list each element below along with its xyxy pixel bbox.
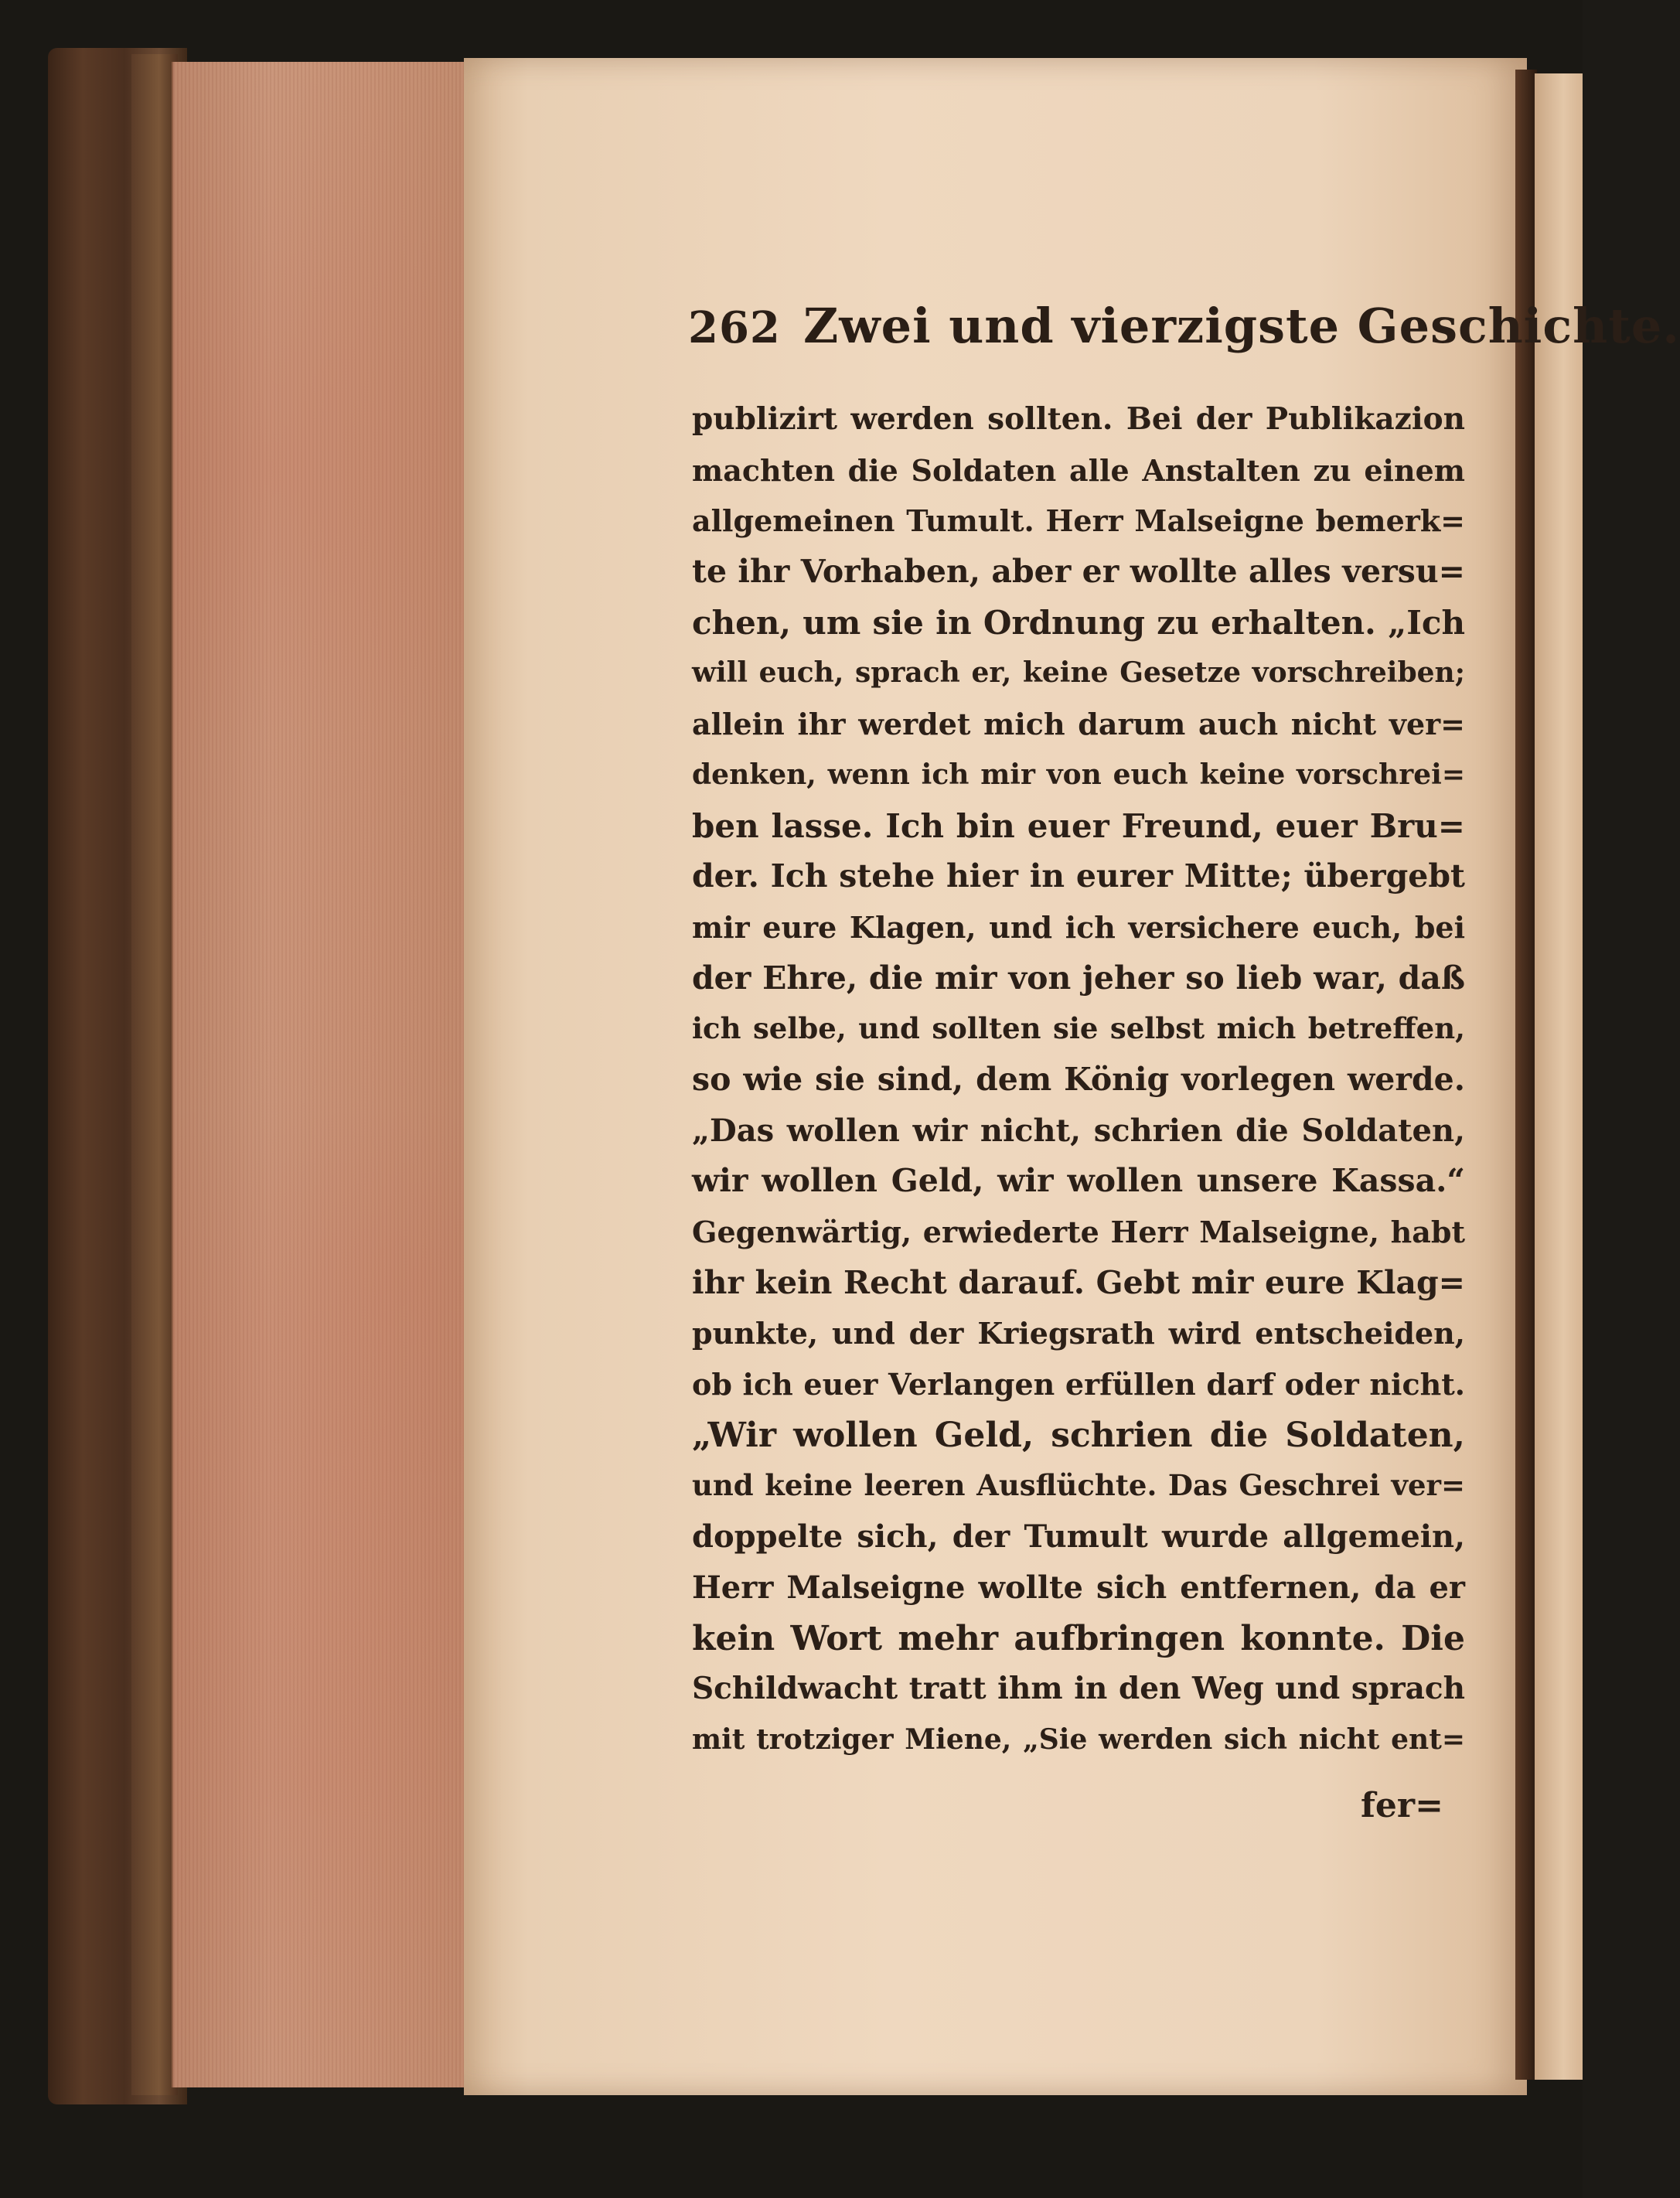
facing-page-edge: [1535, 73, 1583, 2080]
text-line: allgemeinen Tumult. Herr Malseigne bemerk=: [692, 503, 1465, 539]
text-line: kein Wort mehr aufbringen konnte. Die: [692, 1618, 1465, 1658]
text-line: te ihr Vorhaben, aber er wollte alles versu=: [692, 553, 1465, 591]
text-line: so wie sie sind, dem König vorlegen werde.: [692, 1060, 1465, 1098]
body-text: [692, 394, 1465, 1766]
text-line: Schildwacht tratt ihm in den Weg und sprach: [692, 1671, 1465, 1707]
page-header: [688, 298, 1680, 367]
text-line: der. Ich stehe hier in eurer Mitte; übergebt: [692, 857, 1465, 895]
text-line: ob ich euer Verlangen erfüllen darf oder nicht.: [692, 1367, 1465, 1402]
running-title: Zwei und vierzigste Geschichte.: [803, 298, 1680, 354]
text-line: ich selbe, und sollten sie selbst mich betreffen,: [692, 1011, 1465, 1046]
text-line: allein ihr werdet mich darum auch nicht ver=: [692, 707, 1465, 742]
text-line: chen, um sie in Ordnung zu erhalten. „Ich: [692, 603, 1465, 642]
page-number: 262: [688, 302, 781, 353]
text-line: der Ehre, die mir von jeher so lieb war, daß: [692, 959, 1465, 997]
text-line: machten die Soldaten alle Anstalten zu einem: [692, 452, 1465, 488]
text-line: punkte, und der Kriegsrath wird entscheiden,: [692, 1316, 1465, 1351]
text-line: wir wollen Geld, wir wollen unsere Kassa.“: [692, 1162, 1465, 1200]
text-line: ihr kein Recht darauf. Gebt mir eure Klag=: [692, 1263, 1465, 1301]
text-line: und keine leeren Ausflüchte. Das Geschrei ver=: [692, 1468, 1465, 1503]
text-line: „Das wollen wir nicht, schrien die Soldaten,: [692, 1112, 1465, 1149]
text-line: mir eure Klagen, und ich versichere euch, bei: [692, 909, 1465, 945]
gutter: [1515, 70, 1537, 2080]
text-line: ben lasse. Ich bin euer Freund, euer Bru=: [692, 806, 1465, 845]
text-line: denken, wenn ich mir von euch keine vorschrei=: [692, 758, 1465, 791]
text-line: will euch, sprach er, keine Gesetze vorschreiben;: [692, 656, 1465, 690]
text-line: publizirt werden sollten. Bei der Publikazion: [692, 401, 1465, 437]
text-line: doppelte sich, der Tumult wurde allgemein,: [692, 1518, 1465, 1556]
text-line: Gegenwärtig, erwiederte Herr Malseigne, habt: [692, 1215, 1465, 1249]
cover-edge: [131, 54, 178, 2095]
page-block-edge: [172, 62, 498, 2087]
text-line: mit trotziger Miene, „Sie werden sich nicht ent=: [692, 1723, 1465, 1756]
text-line: „Wir wollen Geld, schrien die Soldaten,: [692, 1415, 1465, 1455]
text-line: Herr Malseigne wollte sich entfernen, da er: [692, 1569, 1465, 1606]
catchword: fer=: [1361, 1786, 1443, 1825]
